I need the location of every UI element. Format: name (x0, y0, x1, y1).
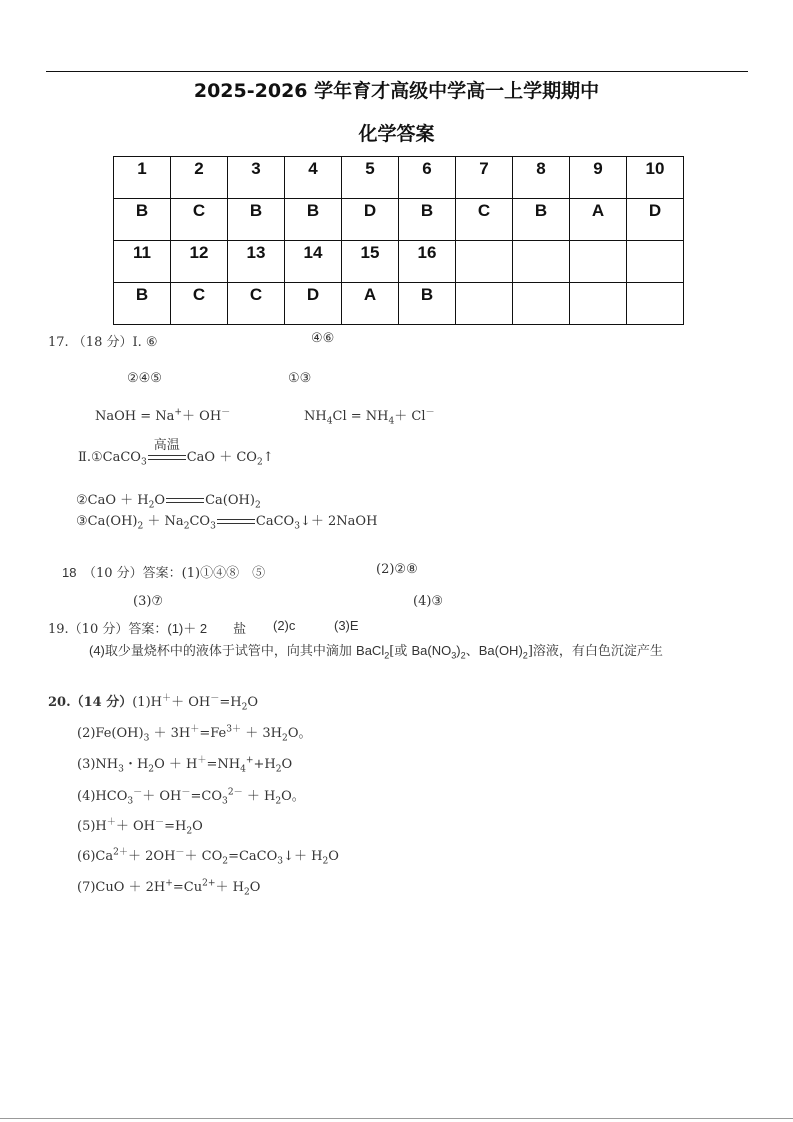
table-cell: 16 (399, 241, 456, 283)
q17-answer-3: ②④⑤ (127, 371, 162, 386)
table-cell: B (114, 283, 171, 325)
table-cell: B (513, 199, 570, 241)
table-cell: 2 (171, 157, 228, 199)
q18-answer-2: (2)②⑧ (376, 562, 418, 577)
header-rule (46, 71, 748, 72)
table-cell (513, 283, 570, 325)
table-cell: 5 (342, 157, 399, 199)
q20-line-4: $(4)HCO_3^-+ OH^-=CO_3^{2-} + H_2O$。 (77, 787, 305, 807)
q20-line-6: $(6)Ca^{2+}+ 2OH^-+$ $CO_2=CaCO_3↓+ H_2O$ (77, 847, 339, 867)
q19-answer-2: (2)c (273, 618, 296, 633)
q19-heading: 19.（10 分）答案：(1)＋ 2 盐 (48, 621, 247, 637)
table-cell (513, 241, 570, 283)
table-row (114, 157, 684, 199)
table-cell (627, 241, 684, 283)
q17-answer-2: ④⑥ (311, 331, 335, 346)
table-cell: 14 (285, 241, 342, 283)
table-cell (456, 241, 513, 283)
table-cell: A (342, 283, 399, 325)
table-cell: C (171, 199, 228, 241)
table-cell: 13 (228, 241, 285, 283)
table-cell: C (228, 283, 285, 325)
q17-answer-4: ①③ (288, 371, 312, 386)
table-cell: 1 (114, 157, 171, 199)
table-cell: D (342, 199, 399, 241)
table-cell: C (171, 283, 228, 325)
page-title: 2025-2026 学年育才高级中学高一上学期期中 (193, 80, 600, 102)
table-cell: 6 (399, 157, 456, 199)
q17-equation-1: Ⅱ.①CaCO$_3$ 高温 CaO ＋ $CO_2↑$ (78, 446, 274, 465)
q19-answer-3: (3)E (334, 618, 359, 633)
page-bottom-rule (0, 1118, 793, 1119)
table-cell (570, 283, 627, 325)
q17-naoh-ionization: NaOH = Na+＋ OH－ (95, 407, 231, 424)
table-cell: D (285, 283, 342, 325)
q17-nh4cl-ionization: $NH_4Cl = NH_4+ Cl^-$ (304, 407, 435, 427)
q20-line-2: $(2)Fe(OH)_3 + 3H^+=Fe^{3+} + 3H_2O$。 (77, 724, 312, 744)
q18-heading: 18 （10 分）答案：(1)①④⑧ ⑤ (62, 565, 266, 581)
table-cell: 3 (228, 157, 285, 199)
table-cell: 15 (342, 241, 399, 283)
table-cell: 9 (570, 157, 627, 199)
q19-answer-4: (4)取少量烧杯中的液体于试管中，向其中滴加 BaCl$_2$[或 $Ba(NO_3)_2$、$Ba(OH)_2$]溶液，有白色沉淀产生 (89, 643, 663, 661)
table-row (114, 241, 684, 283)
table-cell: 8 (513, 157, 570, 199)
q17-heading: 17. （18 分）Ⅰ. ⑥ (48, 335, 158, 350)
q20-line-3: $(3)NH_3$・$H_2O + H^+=NH_4^++H_2O$ (77, 755, 293, 775)
table-cell: 7 (456, 157, 513, 199)
q17-equation-2: ②CaO ＋ $H_2O$ $Ca(OH)_2$ (76, 493, 261, 511)
table-cell: 12 (171, 241, 228, 283)
table-cell: D (627, 199, 684, 241)
table-cell: 11 (114, 241, 171, 283)
table-row (114, 199, 684, 241)
table-cell: B (399, 283, 456, 325)
table-cell (456, 283, 513, 325)
answer-table (113, 156, 684, 325)
table-cell: B (228, 199, 285, 241)
table-cell: B (114, 199, 171, 241)
table-cell: 4 (285, 157, 342, 199)
table-cell: B (399, 199, 456, 241)
q17-equation-3: $③Ca(OH)_2 + Na_2CO_3$ CaCO$_3$↓＋ 2NaOH (76, 514, 378, 532)
table-cell (627, 283, 684, 325)
table-cell: C (456, 199, 513, 241)
q20-line-5: $(5)H^++ OH^-=H_2O$ (77, 817, 203, 837)
page-subtitle: 化学答案 (358, 123, 435, 145)
q18-answer-4: (4)③ (413, 594, 444, 609)
q20-line-1: 20.（14 分）$(1)H^++ OH^-=H_2O$ (48, 693, 259, 713)
table-cell (570, 241, 627, 283)
q18-answer-3: (3)⑦ (133, 594, 164, 609)
table-cell: 10 (627, 157, 684, 199)
reaction-condition: 高温 (153, 438, 180, 453)
q20-line-7: $(7)CuO + 2H^+=Cu^{2+}+ H_2O$ (77, 878, 261, 898)
table-cell: A (570, 199, 627, 241)
table-cell: B (285, 199, 342, 241)
table-row (114, 283, 684, 325)
